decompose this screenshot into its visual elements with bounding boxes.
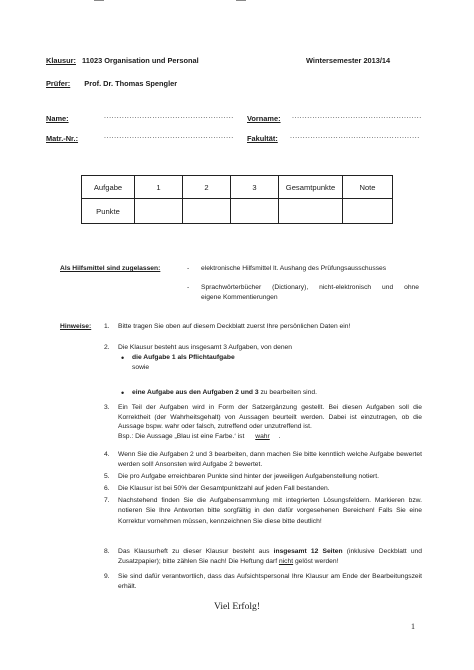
points-field-total[interactable] xyxy=(279,199,343,224)
hint-text-5: Die pro Aufgabe erreichbaren Punkte sind hinter der jeweiligen Aufgabenstellung notiert. xyxy=(118,473,379,480)
table-row xyxy=(82,176,393,199)
table-cell-2: 2 xyxy=(183,176,231,199)
hint-text-8-c: gelöst werden! xyxy=(293,558,339,566)
hint-text-4: Wenn Sie die Aufgaben 2 und 3 bearbeiten, dann machen Sie bitte kenntlich welche Aufgabe bewertet werden soll! Ansonsten wird Aufgabe 2 bewertet. xyxy=(118,451,422,468)
hint-sowie: sowie xyxy=(132,364,150,371)
hint-text-9: Sie sind dafür verantwortlich, dass das Aufsichtspersonal Ihre Klausur am Ende der Bearbeitungszeit erhält. xyxy=(118,573,422,591)
name-label: Name: xyxy=(46,114,69,123)
hint-text-8-b: (inklusive Deckblatt und Zusatzpapier); bitte zählen Sie nach! Die Heftung darf xyxy=(118,548,422,566)
dash-2: - xyxy=(187,284,190,291)
hilfsmittel-item-1: elektronische Hilfsmittel lt. Aushang des Prüfungsausschusses xyxy=(201,265,387,272)
table-cell-gesamtpunkte: Gesamtpunkte xyxy=(279,176,343,199)
hint-text-8 xyxy=(118,547,422,568)
hint-number-4: 4. xyxy=(104,451,110,458)
pruefer-value: Prof. Dr. Thomas Spengler xyxy=(84,79,178,88)
hint-text-8-bold: insgesamt 12 Seiten xyxy=(273,548,343,555)
hint-number-8: 8. xyxy=(104,548,110,555)
hint-bullet-1: die Aufgabe 1 als Pflichtaufgabe xyxy=(132,354,235,361)
name-field[interactable]: ................................................... xyxy=(104,113,234,120)
hint-example-answer: wahr xyxy=(255,433,270,440)
hint-example-text: Bsp.: Die Aussage „Blau ist eine Farbe.‘ ist xyxy=(118,433,247,440)
hint-number-9: 9. xyxy=(104,573,110,580)
hint-text-3: Ein Teil der Aufgaben wird in Form der Satzergänzung gestellt. Bei diesen Aufgaben soll die Korrektheit (der Wahrheitsgehalt) von Aussagen beurteilt werden. Dabei ist einzutragen, ob die Aussage bspw. wahr oder falsch, zutreffend oder unzutreffend ist. xyxy=(118,404,422,431)
klausur-value: 11023 Organisation und Personal xyxy=(82,56,199,65)
dash-1: - xyxy=(187,265,190,272)
hint-number-5: 5. xyxy=(104,473,110,480)
table-cell-punkte: Punkte xyxy=(82,199,135,224)
table-cell-1: 1 xyxy=(135,176,183,199)
table-row xyxy=(82,199,393,224)
fakultaet-label: Fakultät: xyxy=(247,134,278,143)
hint-number-3: 3. xyxy=(104,404,110,411)
scan-mark-right xyxy=(236,0,246,1)
vorname-field[interactable]: ................................................... xyxy=(292,113,422,120)
points-field-3[interactable] xyxy=(231,199,279,224)
hilfsmittel-item-2-line-1: Sprachwörterbücher (Dictionary), nicht-elektronisch und ohne xyxy=(201,284,419,291)
closing-text: Viel Erfolg! xyxy=(214,601,261,612)
header-row-klausur xyxy=(46,56,199,65)
hilfsmittel-label: Als Hilfsmittel sind zugelassen: xyxy=(60,265,161,272)
table-cell-note: Note xyxy=(343,176,393,199)
grade-table xyxy=(81,175,393,224)
hint-example-end: . xyxy=(278,433,281,440)
hint-text-8-underline: nicht xyxy=(278,558,294,566)
header-row-pruefer xyxy=(46,79,177,88)
hint-bullet-2 xyxy=(132,388,317,398)
klausur-label: Klausur: xyxy=(46,56,76,65)
points-field-1[interactable] xyxy=(135,199,183,224)
hilfsmittel-item-2-line-2: eigene Kommentierungen xyxy=(201,294,278,301)
hint-text-1: Bitte tragen Sie oben auf diesem Deckblatt zuerst Ihre persönlichen Daten ein! xyxy=(118,323,351,330)
matr-field[interactable]: ................................................... xyxy=(104,133,234,140)
points-field-2[interactable] xyxy=(183,199,231,224)
bullet-icon: • xyxy=(121,353,125,363)
scan-mark-left xyxy=(94,0,104,1)
hint-number-6: 6. xyxy=(104,485,110,492)
hint-number-2: 2. xyxy=(104,344,110,351)
hint-text-7: Nachstehend finden Sie die Aufgabensammlung mit integrierten Lösungsfeldern. Markieren bzw. notieren Sie Ihre Antworten bitte sorgfältig in den dafür vorgesehenen Bereichen! Falls Sie eine Korrektur vornehmen müssen, kennzeichnen Sie diese bitte deutlich! xyxy=(118,497,422,525)
hinweise-label: Hinweise: xyxy=(60,323,92,330)
bullet-icon: • xyxy=(121,388,125,398)
hint-text-6: Die Klausur ist bei 50% der Gesamtpunktzahl auf jeden Fall bestanden. xyxy=(118,485,330,492)
grade-field[interactable] xyxy=(343,199,393,224)
hint-number-7: 7. xyxy=(104,497,110,504)
table-cell-3: 3 xyxy=(231,176,279,199)
hint-bullet-2-rest: zu bearbeiten sind. xyxy=(258,389,317,396)
hint-number-1: 1. xyxy=(104,323,110,330)
table-cell-aufgabe: Aufgabe xyxy=(82,176,135,199)
matr-label: Matr.-Nr.: xyxy=(46,134,79,143)
hint-text-8-a: Das Klausurheft zu dieser Klausur besteht aus xyxy=(118,548,274,555)
vorname-label: Vorname: xyxy=(247,114,281,123)
pruefer-label: Prüfer: xyxy=(46,79,71,88)
hint-text-2: Die Klausur besteht aus insgesamt 3 Aufgaben, von denen xyxy=(118,344,292,351)
fakultaet-field[interactable]: ................................................... xyxy=(290,133,420,140)
hint-example xyxy=(118,432,281,442)
hint-bullet-2-bold: eine Aufgabe aus den Aufgaben 2 und 3 xyxy=(132,389,259,396)
semester: Wintersemester 2013/14 xyxy=(306,56,391,65)
page-number: 1 xyxy=(411,622,415,631)
